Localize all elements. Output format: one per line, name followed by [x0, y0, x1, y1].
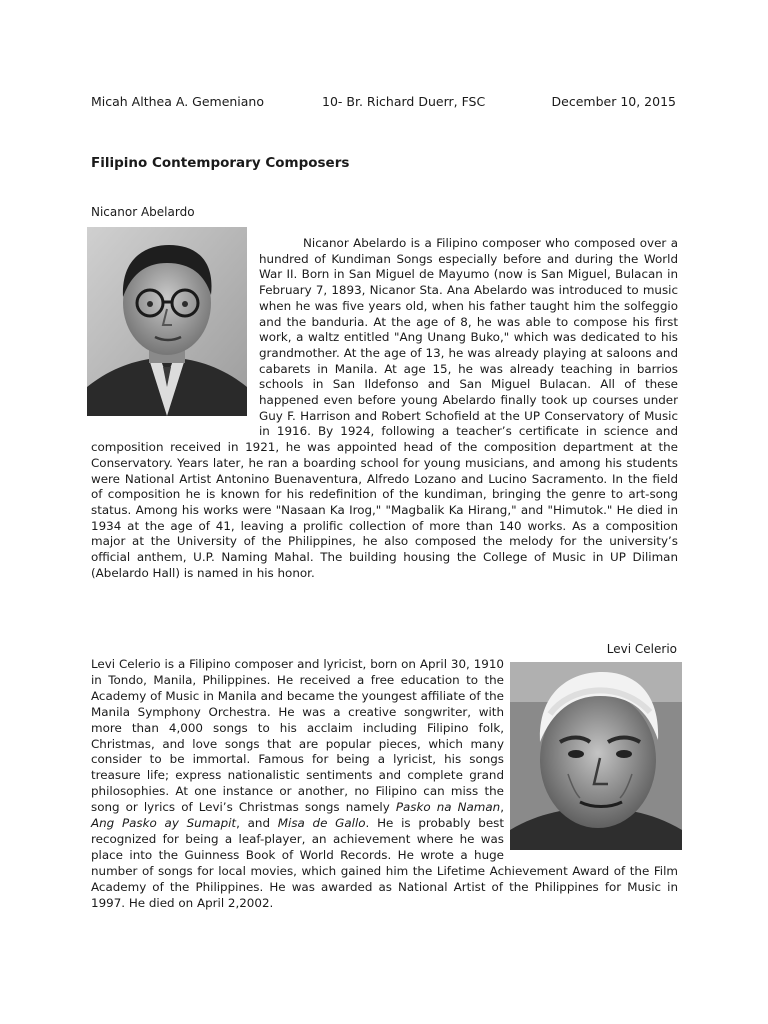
celerio-bio-text-part2: . He is probably best recognized for being a leaf-player, an achievement where he was place into the Guinness Book of World Records. He wrote a huge number of songs for local movies, which gained him the Lifetime Achievement Award of the Film Academy of the Philippines. He was awarded as National Artist of the Philippines for Music in 1997. He died on April 2,2002. [91, 816, 678, 910]
song-separator: , [500, 800, 504, 815]
celerio-bio-text-part1: Levi Celerio is a Filipino composer and lyricist, born on April 30, 1910 in Tondo, Manila, Philippines. He received a free education to the Academy of Music in Manila and became the youngest affiliate of the Manila Symphony Orchestra. He was a creative songwriter, with more than 4,000 songs to his acclaim including Filipino folk, Christmas, and love songs that are popular pieces, which many consider to be immortal. Famous for being a lyricist, his songs treasure life; express nationalistic sentiments and complete grand philosophies. At one instance or another, no Filipino can miss the song or lyrics of Levi’s Christmas songs namely [91, 657, 504, 815]
document-header [91, 93, 676, 111]
document-date: December 10, 2015 [551, 94, 676, 109]
section-body-abelardo [91, 236, 678, 581]
abelardo-bio-text: Nicanor Abelardo is a Filipino composer who composed over a hundred of Kundiman Songs especially before and during the World War II. Born in San Miguel de Mayumo (now is San Miguel, Bulacan in February 7, 1893, Nicanor Sta. Ana Abelardo was introduced to music when he was five years old, when his father taught him the solfeggio and the banduria. At the age of 8, he was able to compose his first work, a waltz entitled "Ang Unang Buko," which was dedicated to his grandmother. At the age of 13, he was already playing at saloons and cabarets in Manila. At age 15, he was already teaching in barrios schools in San Ildefonso and San Miguel Bulacan. All of these happened even before young Abelardo finally took up courses under Guy F. Harrison and Robert Schofield at the UP Conservatory of Music in 1916. By 1924, following a teacher’s certificate in science and composition received in 1921, he was appointed head of the composition department at the Conservatory. Years later, he ran a boarding school for young musicians, and among his students were National Artist Antonino Buenaventura, Alfredo Lozano and Lucino Sacramento. In the field of composition he is known for his redefinition of the kundiman, bringing the genre to art-song status. Among his works were "Nasaan Ka Irog," "Magbalik Ka Hirang," and "Himutok." He died in 1934 at the age of 41, leaving a prolific collection of more than 140 works. As a composition major at the University of the Philippines, he also composed the melody for the university’s official anthem, U.P. Naming Mahal. The building housing the College of Music in UP Diliman (Abelardo Hall) is named in his honor. [91, 236, 678, 580]
author-name: Micah Althea A. Gemeniano [91, 94, 265, 109]
section-heading-celerio: Levi Celerio [606, 642, 677, 656]
song-title-ang-pasko-ay-sumapit: Ang Pasko ay Sumapit [91, 816, 237, 831]
document-title: Filipino Contemporary Composers [91, 155, 350, 171]
photo-wrap-spacer [504, 657, 678, 849]
song-separator: , and [236, 816, 278, 831]
song-title-pasko-na-naman: Pasko na Naman [395, 800, 501, 815]
class-section: 10- Br. Richard Duerr, FSC [322, 94, 486, 109]
song-title-misa-de-gallo: Misa de Gallo [277, 816, 366, 831]
section-heading-abelardo: Nicanor Abelardo [91, 205, 195, 219]
photo-wrap-spacer [91, 236, 259, 440]
section-body-celerio [91, 657, 678, 912]
